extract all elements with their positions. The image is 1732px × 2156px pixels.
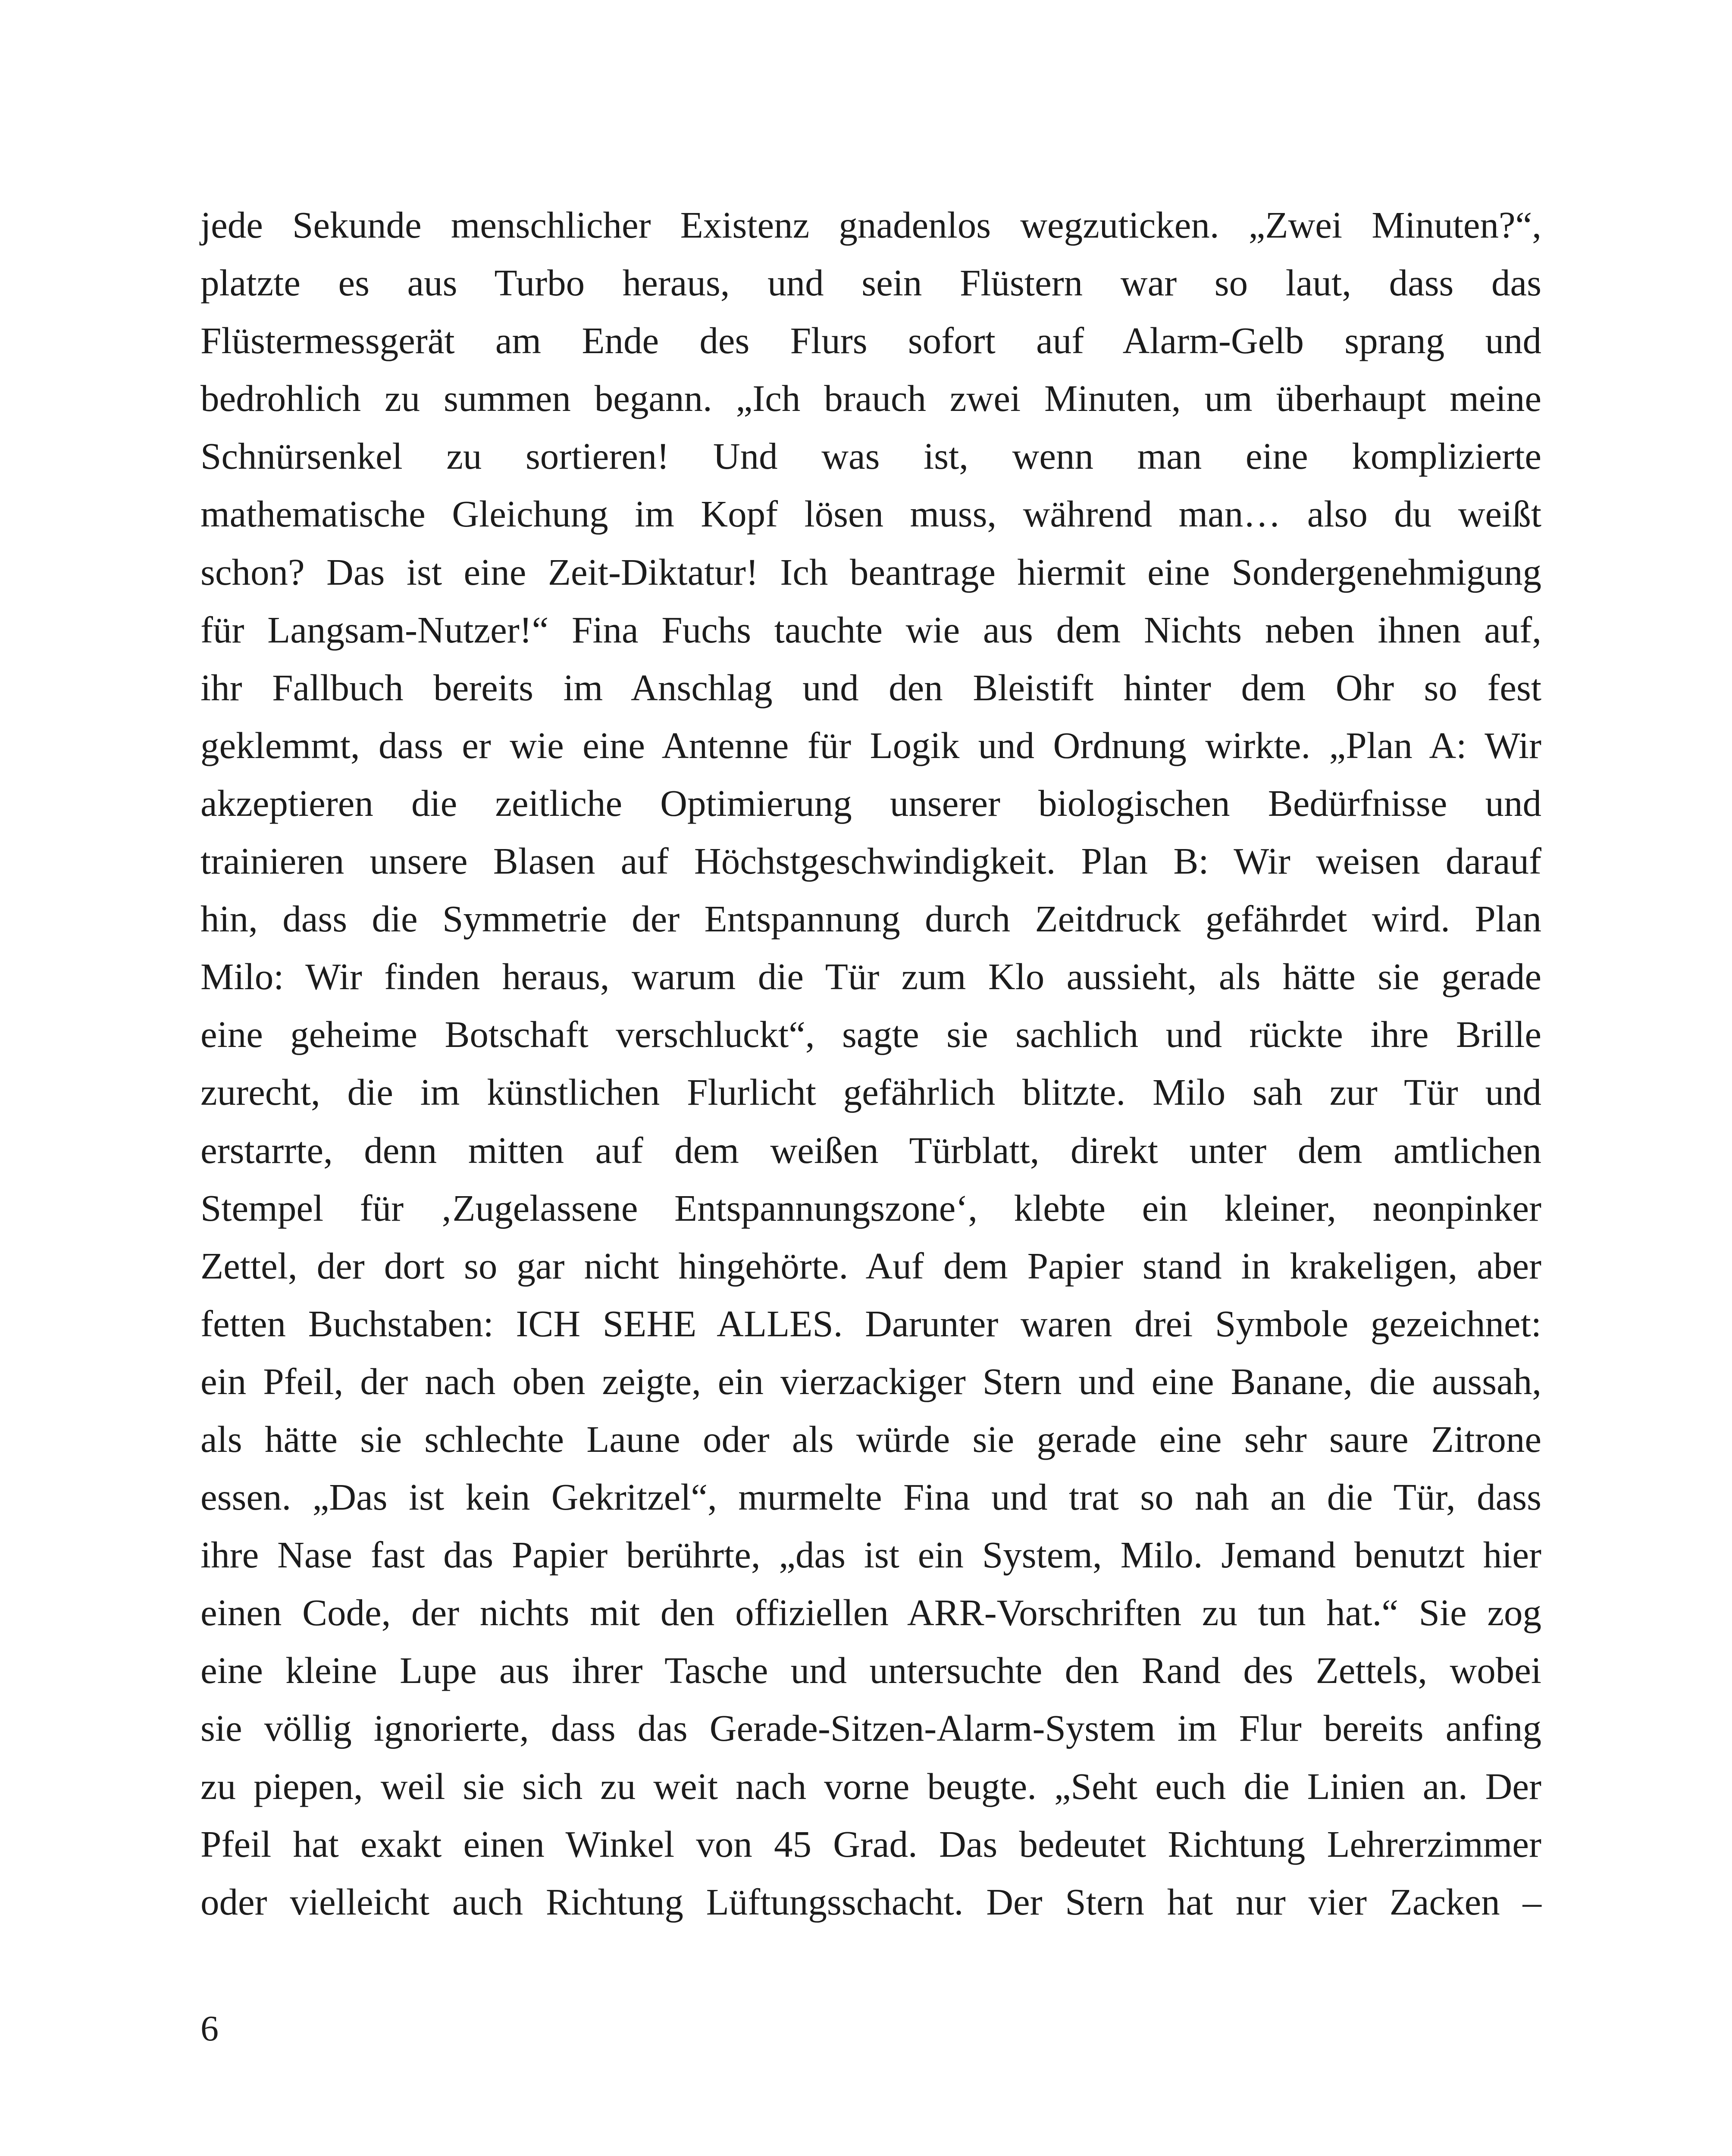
text-line: sie völlig ignorierte, dass das Gerade-Sitzen-Alarm-System im Flur bereits anfing: [200, 1707, 1541, 1749]
text-line: Zettel, der dort so gar nicht hingehörte. Auf dem Papier stand in krakeligen, aber: [200, 1244, 1541, 1287]
text-line: eine geheime Botschaft verschluckt“, sagte sie sachlich und rückte ihre Brille: [200, 1013, 1541, 1056]
text-line: Pfeil hat exakt einen Winkel von 45 Grad. Das bedeutet Richtung Lehrerzimmer: [200, 1823, 1541, 1865]
text-line: geklemmt, dass er wie eine Antenne für Logik und Ordnung wirkte. „Plan A: Wir: [200, 724, 1541, 766]
text-line: Flüstermessgerät am Ende des Flurs sofort auf Alarm-Gelb sprang und: [200, 320, 1541, 362]
text-line: einen Code, der nichts mit den offiziellen ARR-Vorschriften zu tun hat.“ Sie zog: [200, 1592, 1541, 1634]
text-line: bedrohlich zu summen begann. „Ich brauch zwei Minuten, um überhaupt meine: [200, 377, 1541, 420]
text-line: Stempel für ‚Zugelassene Entspannungszone‘, klebte ein kleiner, neonpinker: [200, 1187, 1541, 1229]
text-line: schon? Das ist eine Zeit-Diktatur! Ich beantrage hiermit eine Sondergenehmigung: [200, 551, 1541, 593]
text-line: mathematische Gleichung im Kopf lösen muss, während man… also du weißt: [200, 493, 1541, 535]
text-line: ihre Nase fast das Papier berührte, „das ist ein System, Milo. Jemand benutzt hier: [200, 1534, 1541, 1576]
text-line: fetten Buchstaben: ICH SEHE ALLES. Darunter waren drei Symbole gezeichnet:: [200, 1302, 1541, 1344]
text-line: platzte es aus Turbo heraus, und sein Flüstern war so laut, dass das: [200, 262, 1541, 304]
text-line: hin, dass die Symmetrie der Entspannung durch Zeitdruck gefährdet wird. Plan: [200, 898, 1541, 940]
text-line: ein Pfeil, der nach oben zeigte, ein vierzackiger Stern und eine Banane, die aussah,: [200, 1360, 1541, 1402]
text-line: zurecht, die im künstlichen Flurlicht gefährlich blitzte. Milo sah zur Tür und: [200, 1071, 1541, 1113]
page-number: 6: [200, 2009, 219, 2049]
text-line: essen. „Das ist kein Gekritzel“, murmelte Fina und trat so nah an die Tür, dass: [200, 1476, 1541, 1518]
text-line: eine kleine Lupe aus ihrer Tasche und untersuchte den Rand des Zettels, wobei: [200, 1649, 1541, 1692]
text-line: erstarrte, denn mitten auf dem weißen Türblatt, direkt unter dem amtlichen: [200, 1129, 1541, 1171]
text-line: zu piepen, weil sie sich zu weit nach vorne beugte. „Seht euch die Linien an. Der: [200, 1765, 1541, 1807]
text-line: ihr Fallbuch bereits im Anschlag und den Bleistift hinter dem Ohr so fest: [200, 666, 1541, 708]
text-line: als hätte sie schlechte Laune oder als würde sie gerade eine sehr saure Zitrone: [200, 1418, 1541, 1460]
text-line: für Langsam-Nutzer!“ Fina Fuchs tauchte wie aus dem Nichts neben ihnen auf,: [200, 608, 1541, 651]
text-line: Milo: Wir finden heraus, warum die Tür zum Klo aussieht, als hätte sie gerade: [200, 956, 1541, 998]
text-line: jede Sekunde menschlicher Existenz gnadenlos wegzuticken. „Zwei Minuten?“,: [200, 204, 1541, 246]
text-line: oder vielleicht auch Richtung Lüftungsschacht. Der Stern hat nur vier Zacken –: [200, 1880, 1541, 1923]
body-paragraph: [200, 196, 1541, 1931]
text-line: trainieren unsere Blasen auf Höchstgeschwindigkeit. Plan B: Wir weisen darauf: [200, 840, 1541, 882]
text-line: akzeptieren die zeitliche Optimierung unserer biologischen Bedürfnisse und: [200, 782, 1541, 824]
text-line: Schnürsenkel zu sortieren! Und was ist, wenn man eine komplizierte: [200, 435, 1541, 477]
